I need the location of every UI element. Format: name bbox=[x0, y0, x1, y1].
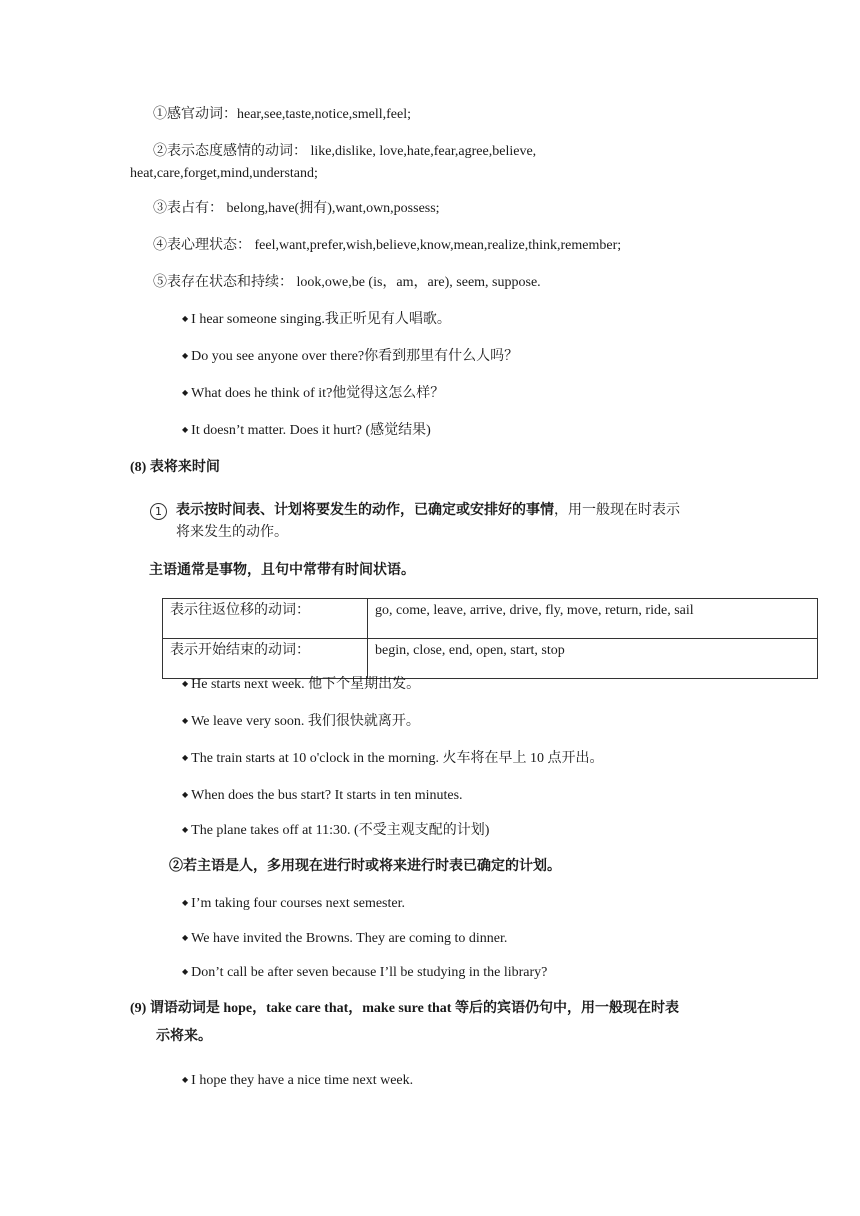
item-number-circle: 1 bbox=[150, 503, 167, 520]
diamond-bullet-icon: ◆ bbox=[182, 425, 189, 434]
example-line: ◆ I hear someone singing.我正听见有人唱歌。 bbox=[182, 310, 451, 331]
attitude-verbs-line: ②表示态度感情的动词： like,dislike, love,hate,fear,agree,believe, bbox=[153, 144, 537, 159]
subject-note: 主语通常是事物，且句中常带有时间状语。 bbox=[149, 563, 415, 578]
possession-verbs-line: ③表占有： belong,have(拥有),want,own,possess; bbox=[153, 201, 440, 216]
diamond-bullet-icon: ◆ bbox=[182, 933, 189, 942]
example-line: ◆ Don’t call be after seven because I’ll be studying in the library? bbox=[182, 963, 547, 984]
section-9-heading-cont: 示将来。 bbox=[156, 1029, 212, 1044]
existence-verbs-line: ⑤表存在状态和持续： look,owe,be (is，am，are), seem, suppose. bbox=[153, 275, 541, 290]
item2-text: ②若主语是人，多用现在进行时或将来进行时表已确定的计划。 bbox=[169, 859, 561, 874]
example-line: ◆ The plane takes off at 11:30. (不受主观支配的计划) bbox=[182, 821, 489, 842]
diamond-bullet-icon: ◆ bbox=[182, 967, 189, 976]
example-line: ◆ When does the bus start? It starts in ten minutes. bbox=[182, 786, 463, 807]
table-row bbox=[163, 639, 818, 679]
table-cell-verbs: begin, close, end, open, start, stop bbox=[368, 639, 818, 679]
diamond-bullet-icon: ◆ bbox=[182, 898, 189, 907]
diamond-bullet-icon: ◆ bbox=[182, 753, 189, 762]
verb-type-table bbox=[162, 598, 818, 679]
diamond-bullet-icon: ◆ bbox=[182, 679, 189, 688]
section-9-heading: (9) 谓语动词是 hope，take care that，make sure that 等后的宾语仍句中，用一般现在时表 bbox=[130, 1001, 679, 1016]
diamond-bullet-icon: ◆ bbox=[182, 825, 189, 834]
table-cell-verbs: go, come, leave, arrive, drive, fly, move, return, ride, sail bbox=[368, 599, 818, 639]
table-cell-label: 表示往返位移的动词： bbox=[163, 599, 368, 639]
example-line: ◆ It doesn’t matter. Does it hurt? (感觉结果) bbox=[182, 421, 431, 442]
table-row bbox=[163, 599, 818, 639]
perception-verbs-line: ①感官动词：hear,see,taste,notice,smell,feel; bbox=[153, 107, 411, 122]
item1-text-cont: 将来发生的动作。 bbox=[176, 525, 288, 540]
table-cell-label: 表示开始结束的动词： bbox=[163, 639, 368, 679]
example-line: ◆ I hope they have a nice time next week. bbox=[182, 1071, 413, 1092]
mental-state-verbs-line: ④表心理状态： feel,want,prefer,wish,believe,know,mean,realize,think,remember; bbox=[153, 238, 622, 253]
diamond-bullet-icon: ◆ bbox=[182, 790, 189, 799]
example-line: ◆ He starts next week. 他下个星期出发。 bbox=[182, 675, 420, 696]
item1-text: 表示按时间表、计划将要发生的动作，已确定或安排好的事情，用一般现在时表示 bbox=[176, 503, 680, 518]
diamond-bullet-icon: ◆ bbox=[182, 314, 189, 323]
example-line: ◆ We have invited the Browns. They are coming to dinner. bbox=[182, 929, 507, 950]
example-line: ◆ We leave very soon. 我们很快就离开。 bbox=[182, 712, 420, 733]
diamond-bullet-icon: ◆ bbox=[182, 1075, 189, 1084]
section-8-heading: (8) 表将来时间 bbox=[130, 460, 220, 475]
attitude-verbs-line-cont: heat,care,forget,mind,understand; bbox=[130, 166, 318, 181]
diamond-bullet-icon: ◆ bbox=[182, 716, 189, 725]
example-line: ◆ Do you see anyone over there?你看到那里有什么人吗？ bbox=[182, 347, 518, 368]
example-line: ◆ The train starts at 10 o'clock in the morning. 火车将在早上 10 点开出。 bbox=[182, 749, 604, 770]
example-line: ◆ What does he think of it?他觉得这怎么样？ bbox=[182, 384, 444, 405]
diamond-bullet-icon: ◆ bbox=[182, 388, 189, 397]
example-line: ◆ I’m taking four courses next semester. bbox=[182, 894, 405, 915]
diamond-bullet-icon: ◆ bbox=[182, 351, 189, 360]
